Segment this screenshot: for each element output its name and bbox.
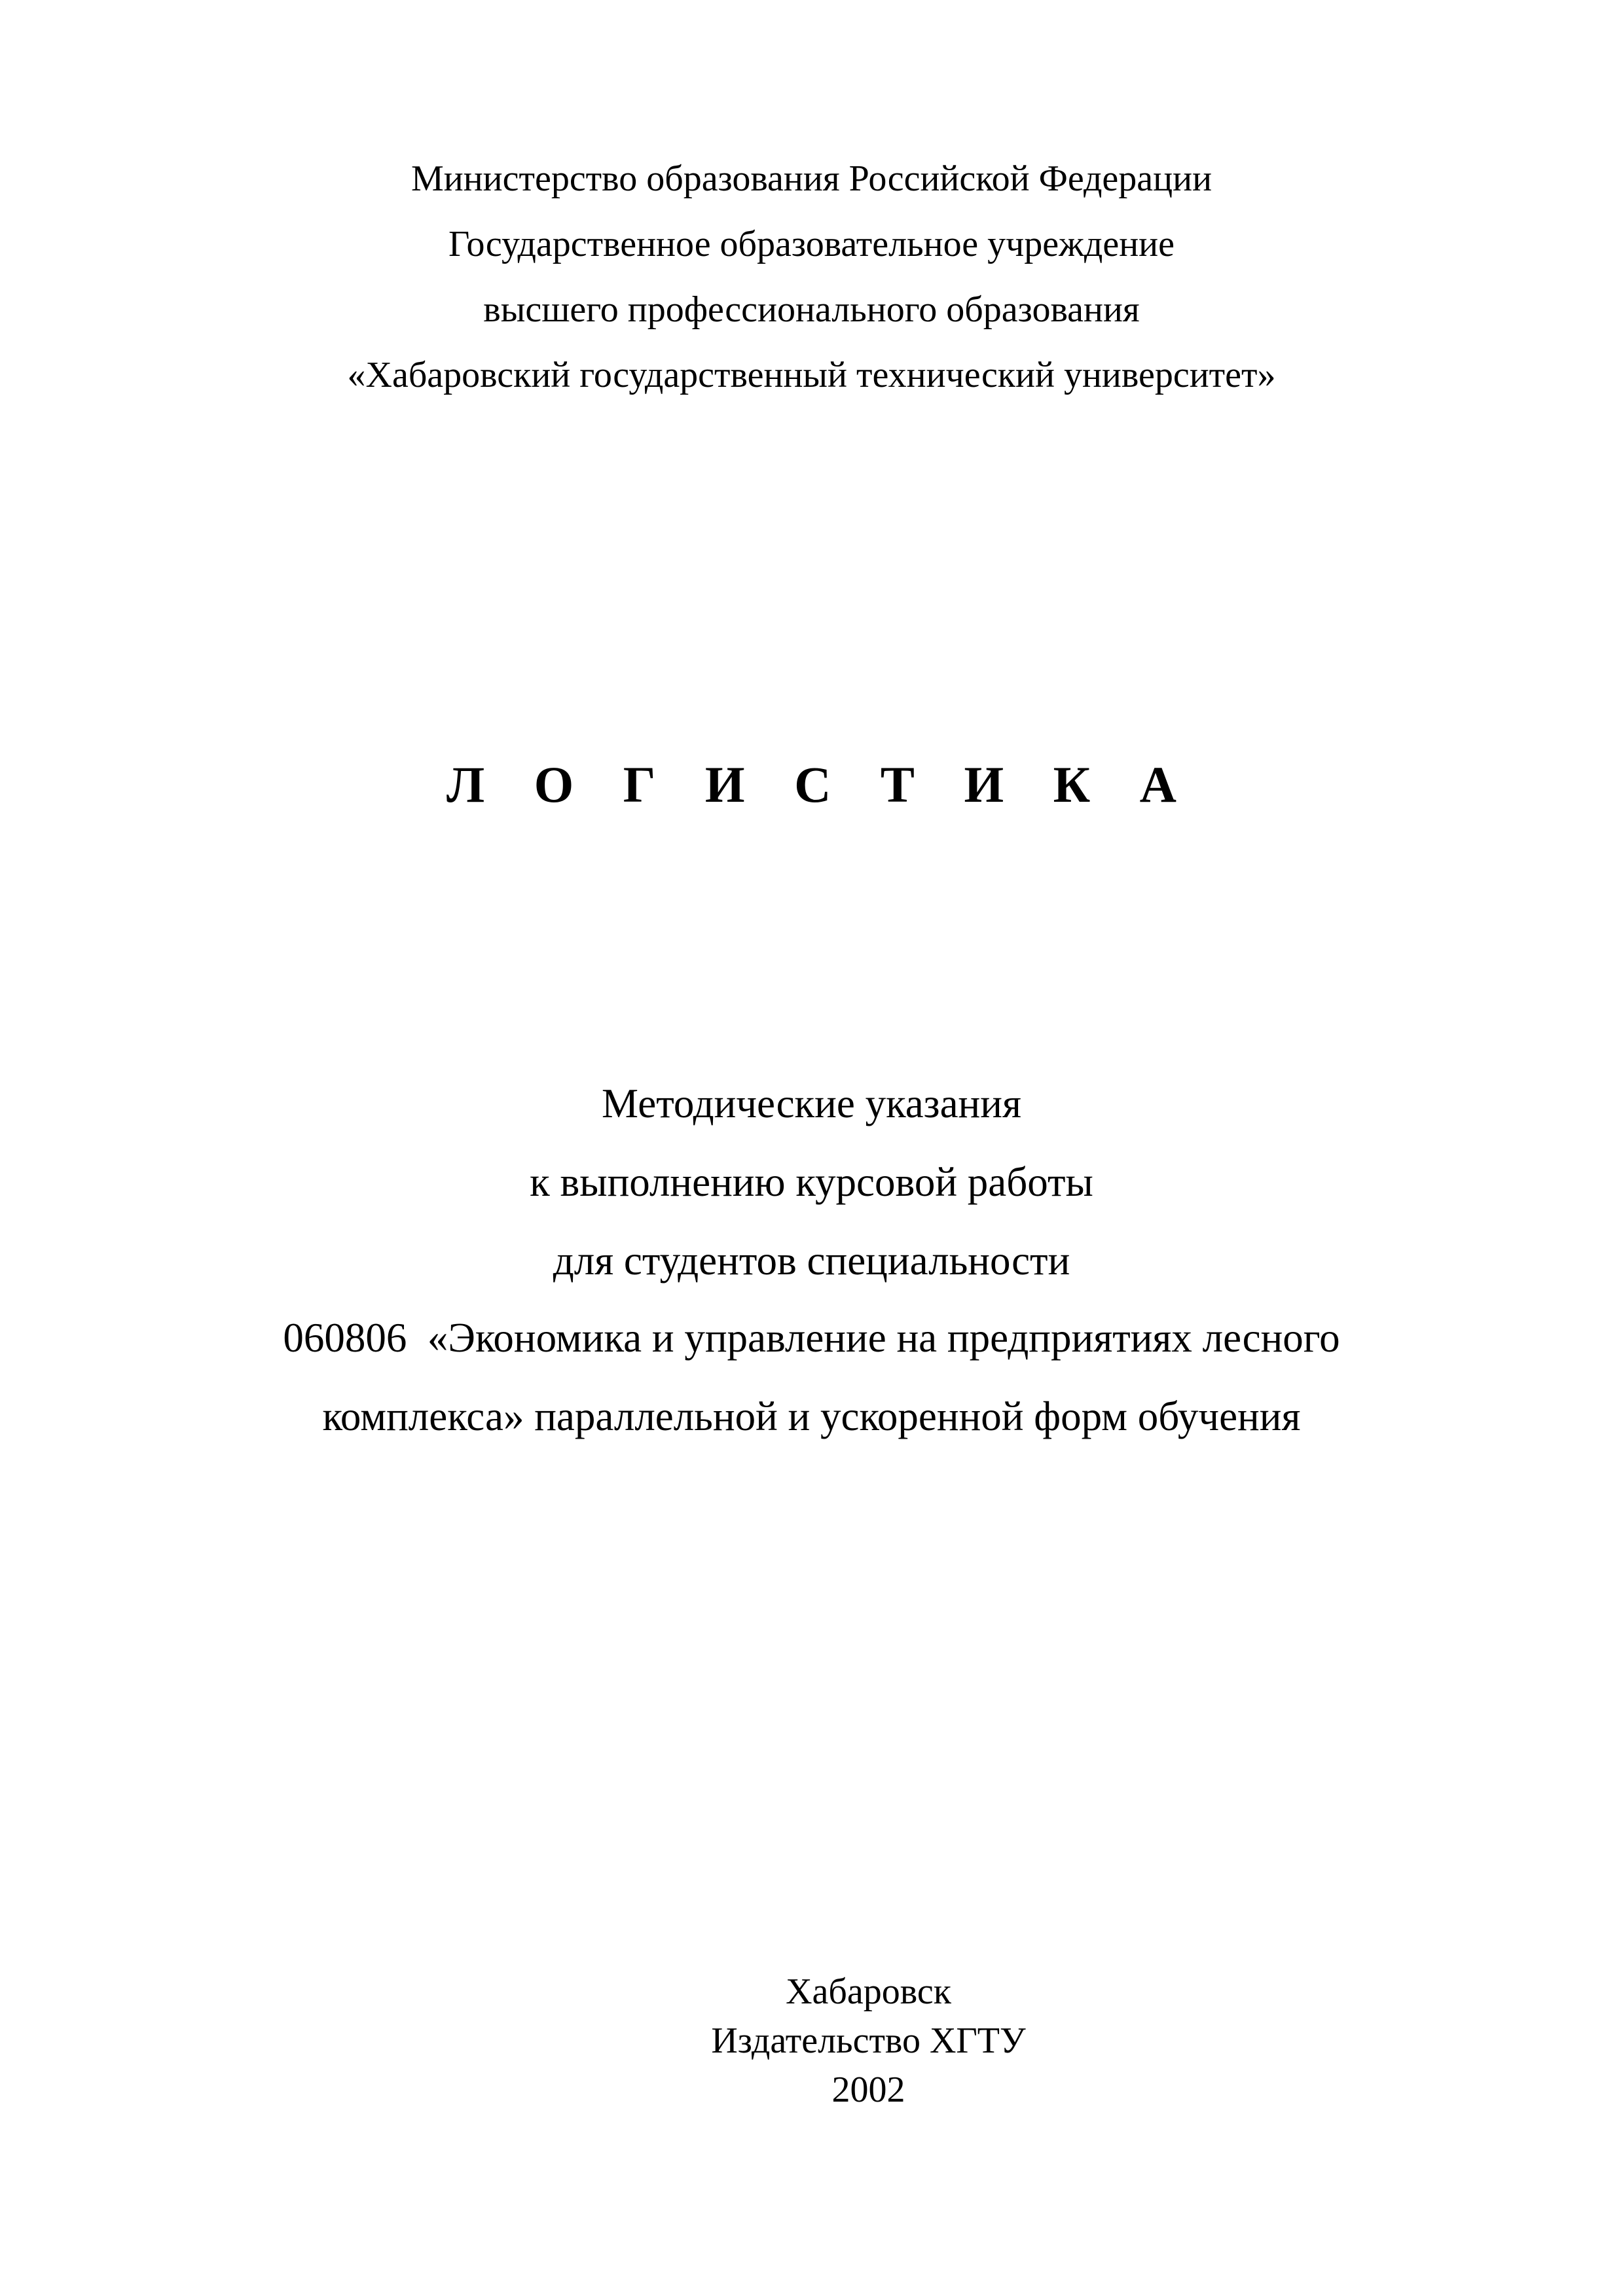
university-name-line: «Хабаровский государственный технический университет» (347, 355, 1276, 395)
document-title: Л О Г И С Т И К А (447, 756, 1195, 813)
ministry-line: Министерство образования Российской Федерации (410, 158, 1213, 199)
specialty-line: 060806 «Экономика и управление на предприятиях лесного (283, 1315, 1340, 1361)
subtitle-line-1: Методические указания (602, 1081, 1021, 1126)
subtitle-line-3: для студентов специальности (553, 1238, 1070, 1283)
imprint-publisher: Издательство ХГТУ (711, 2020, 1026, 2061)
education-level-line: высшего профессионального образования (483, 289, 1140, 330)
institution-type-line: Государственное образовательное учреждение (448, 224, 1175, 264)
study-form-line: комплекса» параллельной и ускоренной форм обучения (322, 1393, 1301, 1439)
imprint-city: Хабаровск (786, 1971, 951, 2012)
imprint-year: 2002 (831, 2070, 905, 2110)
subtitle-line-2: к выполнению курсовой работы (530, 1159, 1093, 1205)
